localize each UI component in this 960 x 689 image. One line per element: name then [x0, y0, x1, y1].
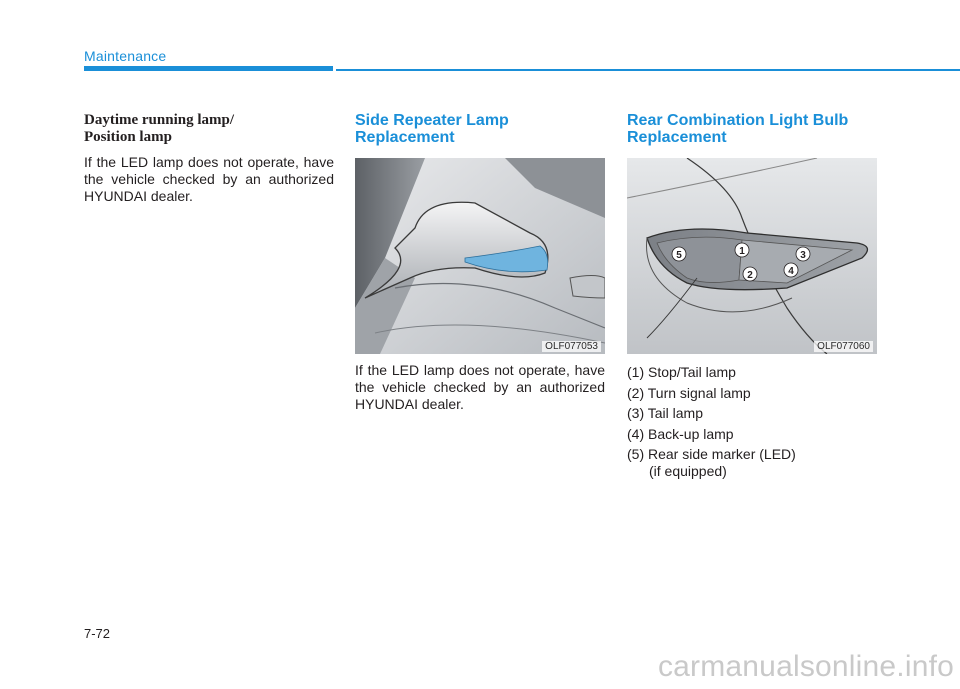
callout-3-label: 3 [800, 250, 806, 261]
callout-1-label: 1 [739, 246, 745, 257]
watermark: carmanualsonline.info [657, 650, 954, 683]
list-item: (3) Tail lamp [627, 405, 703, 421]
header-rule-thick [84, 66, 333, 71]
callout-2-label: 2 [747, 270, 753, 281]
side-repeater-figure-code: OLF077053 [542, 341, 601, 352]
rear-combination-heading: Rear Combination Light Bulb Replacement [627, 112, 849, 146]
column-daytime-running-lamp [84, 112, 334, 205]
rear-lamp-drawing [627, 158, 877, 354]
daytime-lamp-text: If the LED lamp does not operate, have the vehicle checked by an authorized HYUNDAI dealer. [84, 154, 334, 204]
side-mirror-drawing [355, 158, 605, 354]
rear-lamp-figure-code: OLF077060 [814, 341, 873, 352]
header-rule-thin [336, 69, 960, 71]
list-item: (1) Stop/Tail lamp [627, 364, 736, 380]
side-repeater-heading: Side Repeater Lamp Replacement [355, 112, 509, 146]
list-item: (2) Turn signal lamp [627, 384, 751, 401]
list-item: (5) Rear side marker (LED) (if equipped) [627, 446, 796, 479]
bulb-list [627, 364, 877, 480]
section-title: Maintenance [84, 48, 167, 64]
column-side-repeater [355, 112, 605, 413]
side-mirror-illustration [355, 158, 605, 354]
list-item: (4) Back-up lamp [627, 425, 734, 442]
side-repeater-text: If the LED lamp does not operate, have the vehicle checked by an authorized HYUNDAI dealer. [355, 362, 605, 412]
rear-lamp-illustration [627, 158, 877, 354]
callout-5-label: 5 [676, 250, 682, 261]
page-number: 7-72 [84, 626, 111, 641]
callout-4-label: 4 [788, 266, 794, 277]
column-rear-combination [627, 112, 877, 484]
daytime-lamp-heading: Daytime running lamp/ Position lamp [84, 112, 235, 145]
